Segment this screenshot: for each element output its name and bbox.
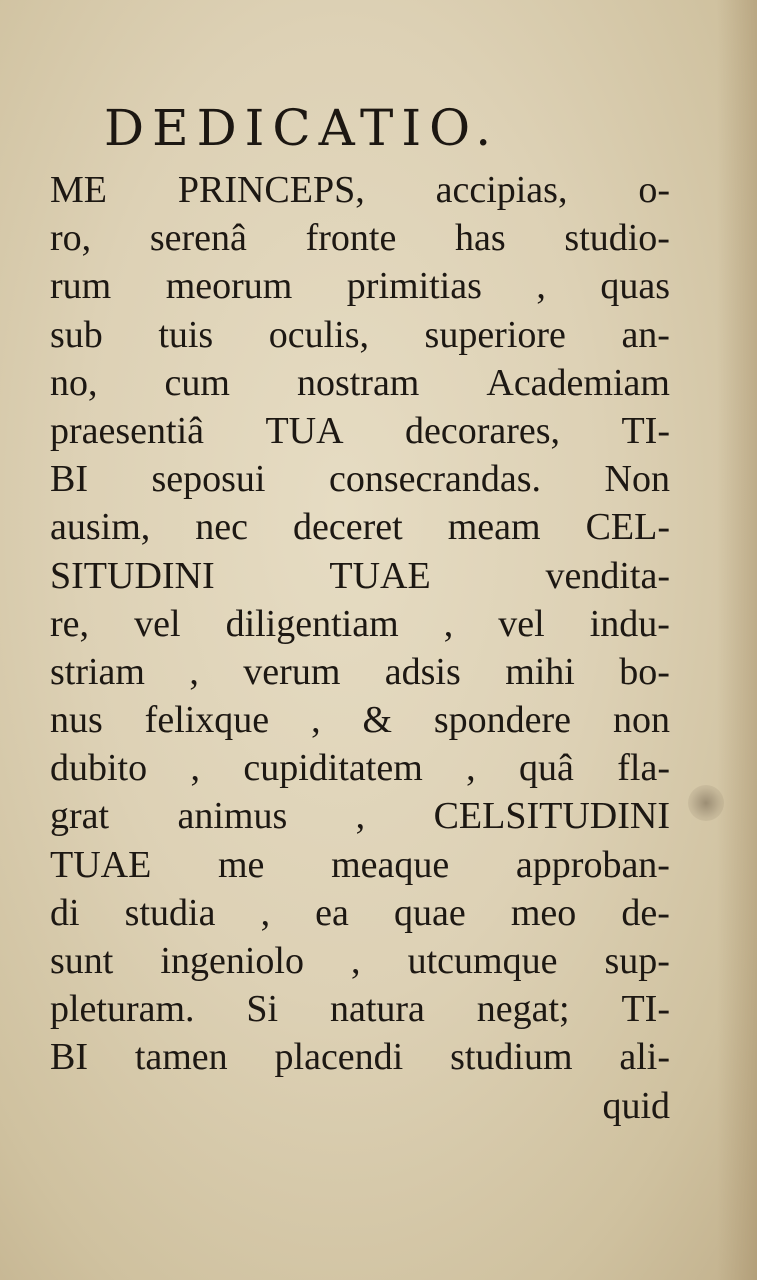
word: indu-: [589, 602, 670, 645]
word: dubito: [50, 747, 148, 790]
dedication-text: [50, 166, 670, 1130]
word: TUA: [265, 409, 344, 452]
text-line: [50, 937, 670, 985]
word: BI: [50, 458, 88, 501]
word: ,: [466, 747, 476, 790]
word: spondere: [433, 699, 572, 742]
word: meaque: [331, 843, 450, 886]
word: striam: [50, 650, 145, 693]
word: me: [217, 843, 265, 886]
word: adsis: [384, 650, 461, 693]
word: deceret: [293, 506, 403, 549]
word: accipias,: [435, 169, 568, 211]
word: fronte: [305, 217, 397, 260]
word: ,: [443, 602, 454, 645]
word: placendi: [274, 1036, 404, 1079]
word: consecrandas.: [328, 458, 542, 501]
word: sub: [50, 313, 103, 356]
word: TUAE: [329, 554, 431, 597]
word: ea: [315, 891, 349, 934]
word: Si: [246, 988, 279, 1031]
text-line: [50, 889, 670, 937]
text-line: [50, 166, 670, 214]
word: meo: [510, 891, 577, 934]
word: nec: [195, 506, 249, 549]
word: ingeniolo: [160, 940, 304, 982]
word: di: [50, 891, 80, 934]
word: mihi: [505, 650, 575, 693]
word: negat;: [476, 988, 570, 1031]
text-line: [50, 696, 670, 744]
word: has: [455, 217, 506, 260]
word: studio-: [564, 217, 670, 260]
word: no,: [50, 361, 98, 404]
word: tuis: [158, 313, 214, 356]
word: quâ: [519, 747, 574, 790]
word: bo-: [619, 650, 670, 693]
word: vendita-: [545, 554, 670, 597]
text-line: [50, 648, 670, 696]
word: meorum: [165, 265, 293, 308]
text-line: [50, 455, 670, 503]
text-line: [50, 407, 670, 455]
word: tamen: [134, 1036, 228, 1079]
text-line: [50, 311, 670, 359]
text-line: [50, 359, 670, 407]
word: utcumque: [407, 940, 558, 982]
word: ME: [50, 169, 107, 211]
word: cum: [164, 361, 230, 404]
text-line: [50, 985, 670, 1033]
word: TUAE: [50, 843, 152, 886]
word: primitias: [346, 265, 482, 308]
word: SITUDINI: [50, 554, 215, 597]
word: grat: [50, 795, 110, 838]
word: approban-: [515, 843, 670, 886]
word: &: [362, 699, 392, 742]
word: decorares,: [404, 409, 561, 452]
word: Non: [604, 458, 670, 501]
ink-stain: [688, 785, 724, 821]
text-line: [50, 744, 670, 792]
word: serenâ: [149, 217, 247, 260]
word: nus: [50, 699, 103, 742]
word: ,: [351, 940, 361, 982]
text-line: [50, 552, 670, 600]
text-line: [50, 792, 670, 840]
word: quae: [394, 891, 466, 934]
text-line: [50, 262, 670, 310]
word: non: [612, 699, 670, 742]
word: studia: [124, 891, 216, 934]
word: quid: [602, 1084, 670, 1127]
word: an-: [621, 313, 670, 356]
word: de-: [621, 891, 670, 934]
word: re,: [50, 602, 90, 645]
word: pleturam.: [50, 988, 195, 1031]
word: vel: [134, 602, 181, 645]
word: fla-: [617, 747, 670, 790]
word: nostram: [296, 361, 420, 404]
word: PRINCEPS,: [177, 169, 365, 211]
word: cupiditatem: [243, 747, 423, 790]
page-heading: DEDICATIO.: [104, 99, 500, 157]
word: CELSITUDINI: [433, 795, 670, 838]
word: ausim,: [50, 506, 151, 549]
text-line: [50, 214, 670, 262]
word: oculis,: [268, 313, 370, 356]
word: ,: [190, 747, 200, 790]
text-line: [50, 600, 670, 648]
word: ,: [260, 891, 271, 934]
word: ro,: [50, 217, 92, 260]
text-line: [50, 1082, 670, 1130]
word: praesentiâ: [50, 409, 205, 452]
word: superiore: [424, 313, 566, 356]
word: meam: [447, 506, 541, 549]
text-line: [50, 503, 670, 551]
text-line: [50, 841, 670, 889]
word: TI-: [621, 409, 670, 452]
word: rum: [50, 265, 112, 308]
word: ,: [536, 265, 546, 308]
word: BI: [50, 1036, 88, 1079]
word: felixque: [144, 699, 270, 742]
word: seposui: [151, 458, 266, 501]
word: animus: [177, 795, 288, 838]
word: diligentiam: [225, 602, 399, 645]
word: CEL-: [585, 506, 670, 549]
word: Academiam: [486, 361, 670, 404]
word: verum: [243, 650, 341, 693]
word: o-: [638, 169, 670, 211]
word: ali-: [619, 1036, 670, 1079]
word: sunt: [50, 940, 114, 982]
page-edge-shadow: [717, 0, 757, 1280]
word: vel: [498, 602, 545, 645]
word: sup-: [604, 940, 670, 982]
word: natura: [329, 988, 425, 1031]
word: quas: [600, 265, 670, 308]
text-line: [50, 1033, 670, 1081]
word: TI-: [621, 988, 670, 1031]
word: ,: [355, 795, 366, 838]
word: studium: [450, 1036, 573, 1079]
word: ,: [189, 650, 199, 693]
word: ,: [311, 699, 321, 742]
